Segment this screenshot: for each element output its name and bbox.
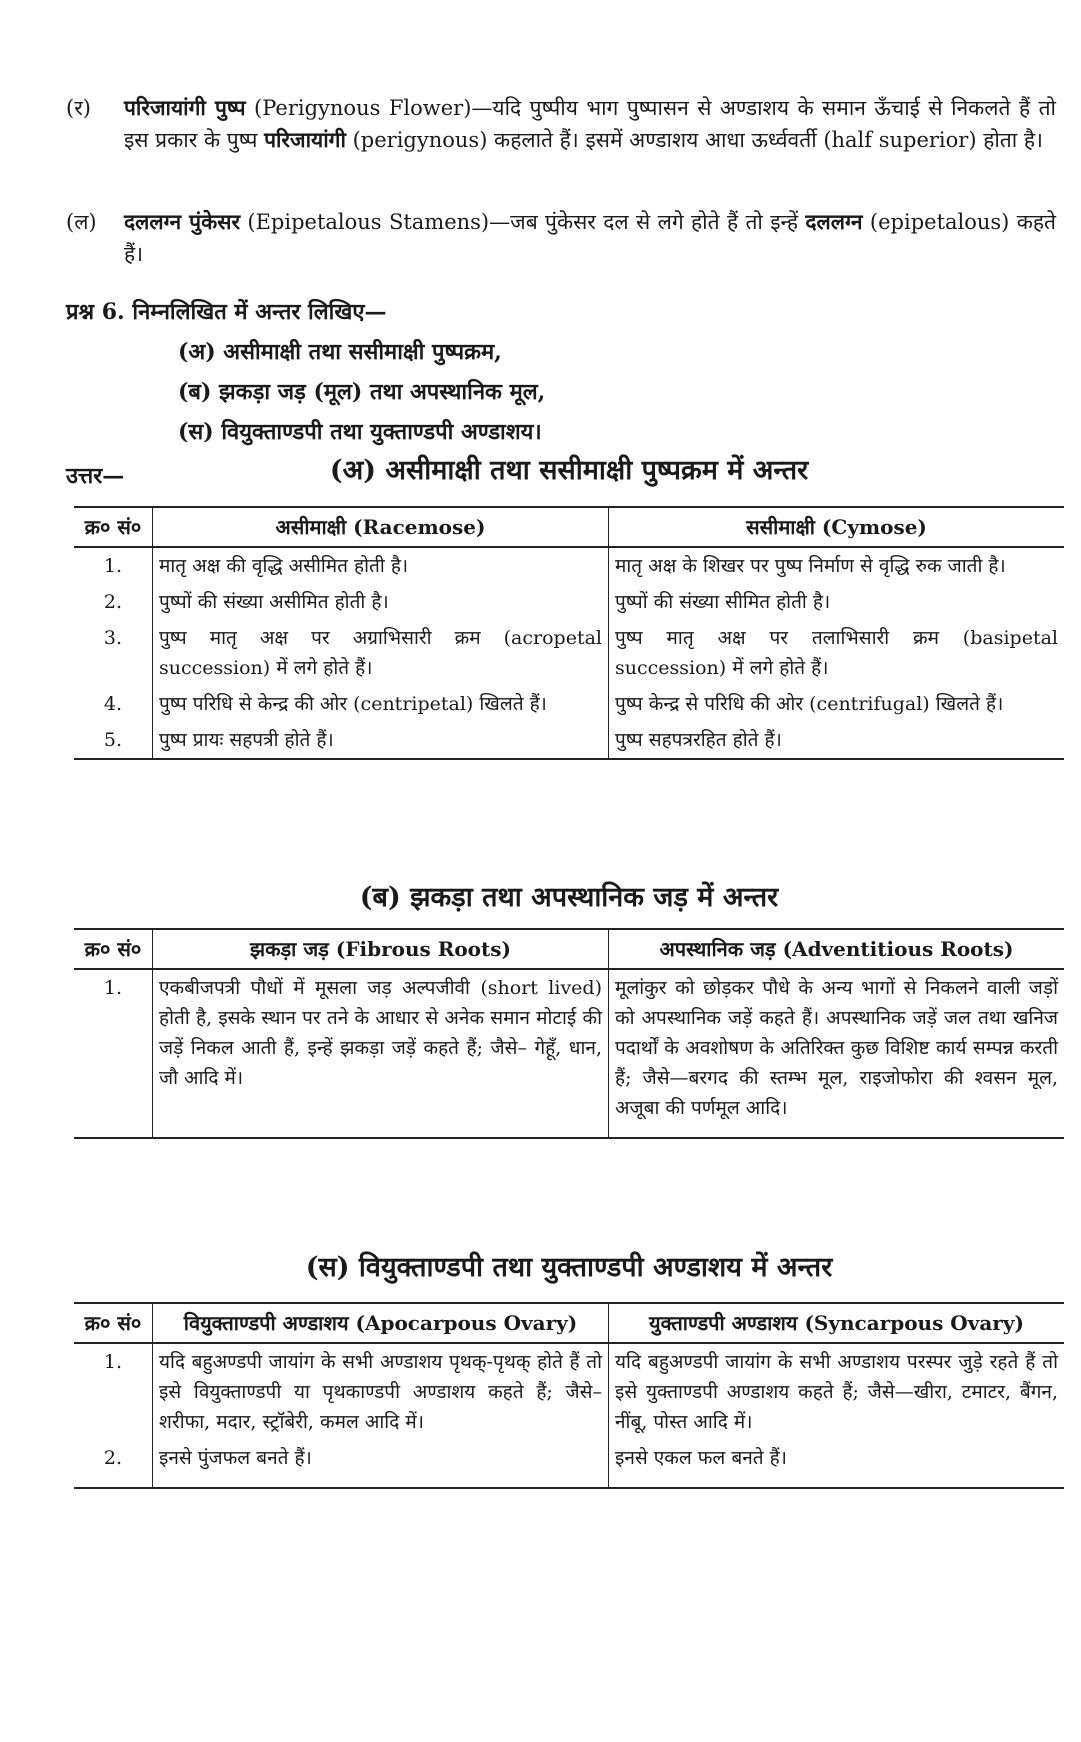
serial-cell: 3. bbox=[103, 627, 123, 649]
table-row bbox=[74, 722, 1064, 759]
item-label: (र) bbox=[66, 96, 91, 120]
table-cell: मातृ अक्ष के शिखर पर पुष्प निर्माण से वृद्धि रुक जाती है। bbox=[609, 547, 1065, 584]
table-cell: पुष्प परिधि से केन्द्र की ओर (centripetal) खिलते हैं। bbox=[153, 686, 609, 722]
header-column-2: ससीमाक्षी (Cymose) bbox=[609, 507, 1065, 547]
header-column-1: वियुक्ताण्डपी अण्डाशय (Apocarpous Ovary) bbox=[153, 1303, 609, 1343]
question-option: (अ) असीमाक्षी तथा ससीमाक्षी पुष्पक्रम, bbox=[178, 339, 502, 365]
question-option: (स) वियुक्ताण्डपी तथा युक्ताण्डपी अण्डाशय। bbox=[178, 419, 542, 445]
section-title: (ब) झकड़ा तथा अपस्थानिक जड़ में अन्तर bbox=[359, 882, 779, 913]
table-cell: इनसे एकल फल बनते हैं। bbox=[609, 1440, 1065, 1488]
table-row bbox=[74, 969, 1064, 1138]
serial-cell: 1. bbox=[103, 555, 123, 577]
table-header-row bbox=[74, 507, 1064, 547]
header-serial: क्र० सं० bbox=[74, 1303, 153, 1343]
question-line bbox=[66, 296, 387, 328]
table-row bbox=[74, 620, 1064, 686]
table-cell: पुष्प मातृ अक्ष पर अग्राभिसारी क्रम (acropetal succession) में लगे होते हैं। bbox=[153, 620, 609, 686]
item-text bbox=[124, 206, 1056, 270]
serial-cell: 1. bbox=[103, 1351, 123, 1373]
term: परिजायांगी bbox=[264, 127, 346, 152]
table-cell: पुष्प प्रायः सहपत्री होते हैं। bbox=[153, 722, 609, 759]
table-cell: पुष्पों की संख्या असीमित होती है। bbox=[153, 584, 609, 620]
serial-cell: 5. bbox=[74, 722, 153, 759]
section-title: (स) वियुक्ताण्डपी तथा युक्ताण्डपी अण्डाशय में अन्तर bbox=[305, 1252, 833, 1283]
paragraph-epipetalous bbox=[66, 206, 1056, 270]
table-cell: पुष्प सहपत्ररहित होते हैं। bbox=[609, 722, 1065, 759]
term-title: परिजायांगी पुष्प bbox=[124, 95, 246, 120]
header-column-1: झकड़ा जड़ (Fibrous Roots) bbox=[153, 929, 609, 969]
table-cell: पुष्प मातृ अक्ष पर तलाभिसारी क्रम (basipetal succession) में लगे होते हैं। bbox=[609, 620, 1065, 686]
table-row bbox=[74, 584, 1064, 620]
serial-cell: 2. bbox=[74, 1440, 153, 1488]
answer-label: उत्तर— bbox=[66, 463, 125, 489]
question-label: प्रश्न 6. bbox=[66, 299, 125, 325]
header-serial: क्र० सं० bbox=[74, 929, 153, 969]
comparison-table-racemose-cymose bbox=[74, 506, 1064, 760]
table-cell: इनसे पुंजफल बनते हैं। bbox=[153, 1440, 609, 1488]
table-row bbox=[74, 1440, 1064, 1488]
table-cell: एकबीजपत्री पौधों में मूसला जड़ अल्पजीवी (short lived) होती है, इसके स्थान पर तने के आधार से अनेक समान मोटाई की जड़ें निकल आती हैं, इन्हें झकड़ा जड़ें कहते हैं; जैसे– गेहूँ, धान, जौ आदि में। bbox=[153, 969, 609, 1138]
header-column-2: युक्ताण्डपी अण्डाशय (Syncarpous Ovary) bbox=[609, 1303, 1065, 1343]
table-row bbox=[74, 686, 1064, 722]
definition-text-2: (perigynous) कहलाते हैं। इसमें अण्डाशय आधा ऊर्ध्ववर्ती (half superior) होता है। bbox=[345, 128, 1043, 152]
question-text: निम्नलिखित में अन्तर लिखिए— bbox=[132, 299, 387, 325]
definition-text: (Perigynous Flower)—यदि पुष्पीय भाग पुष्पासन से अण्डाशय के समान ऊँचाई से निकलते हैं तो इस प्रकार के पुष्प bbox=[124, 96, 1056, 152]
table-header-row bbox=[74, 1303, 1064, 1343]
table-cell: यदि बहुअण्डपी जायांग के सभी अण्डाशय परस्पर जुड़े रहते हैं तो इसे युक्ताण्डपी अण्डाशय कहते हैं; जैसे—खीरा, टमाटर, बैंगन, नींबू, पोस्त आदि में। bbox=[609, 1343, 1065, 1440]
serial-cell: 1. bbox=[74, 969, 153, 1138]
header-column-1: असीमाक्षी (Racemose) bbox=[153, 507, 609, 547]
item-label: (ल) bbox=[66, 210, 97, 234]
question-option: (ब) झकड़ा जड़ (मूल) तथा अपस्थानिक मूल, bbox=[178, 379, 546, 405]
serial-cell: 2. bbox=[103, 591, 123, 613]
comparison-table-fibrous-adventitious bbox=[74, 928, 1064, 1139]
table-cell: पुष्पों की संख्या सीमित होती है। bbox=[609, 584, 1065, 620]
comparison-table-apocarpous-syncarpous bbox=[74, 1302, 1064, 1489]
paragraph-perigynous bbox=[66, 92, 1056, 156]
section-title: (अ) असीमाक्षी तथा ससीमाक्षी पुष्पक्रम में अन्तर bbox=[329, 455, 809, 486]
header-serial: क्र० सं० bbox=[74, 507, 153, 547]
definition-text-2: (epipetalous) कहते हैं। bbox=[124, 210, 1056, 266]
definition-text: (Epipetalous Stamens)—जब पुंकेसर दल से लगे होते हैं तो इन्हें bbox=[240, 210, 806, 234]
table-cell: पुष्प केन्द्र से परिधि की ओर (centrifugal) खिलते हैं। bbox=[609, 686, 1065, 722]
header-column-2: अपस्थानिक जड़ (Adventitious Roots) bbox=[609, 929, 1065, 969]
serial-cell: 4. bbox=[103, 693, 123, 715]
table-row bbox=[74, 547, 1064, 584]
term-title: दललग्न पुंकेसर bbox=[124, 209, 241, 234]
table-row bbox=[74, 1343, 1064, 1440]
table-cell: मूलांकुर को छोड़कर पौधे के अन्य भागों से निकलने वाली जड़ों को अपस्थानिक जड़ें कहते हैं। अपस्थानिक जड़ें जल तथा खनिज पदार्थों के अवशोषण के अतिरिक्त कुछ विशिष्ट कार्य सम्पन्न करती हैं; जैसे—बरगद की स्तम्भ मूल, राइजोफोरा की श्वसन मूल, अजूबा की पर्णमूल आदि। bbox=[609, 969, 1065, 1138]
item-text bbox=[124, 92, 1056, 156]
table-header-row bbox=[74, 929, 1064, 969]
table-cell: मातृ अक्ष की वृद्धि असीमित होती है। bbox=[153, 547, 609, 584]
table-cell: यदि बहुअण्डपी जायांग के सभी अण्डाशय पृथक्-पृथक् होते हैं तो इसे वियुक्ताण्डपी या पृथकाण्डपी अण्डाशय कहते हैं; जैसे– शरीफा, मदार, स्ट्रॉबेरी, कमल आदि में। bbox=[153, 1343, 609, 1440]
term: दललग्न bbox=[805, 209, 863, 234]
